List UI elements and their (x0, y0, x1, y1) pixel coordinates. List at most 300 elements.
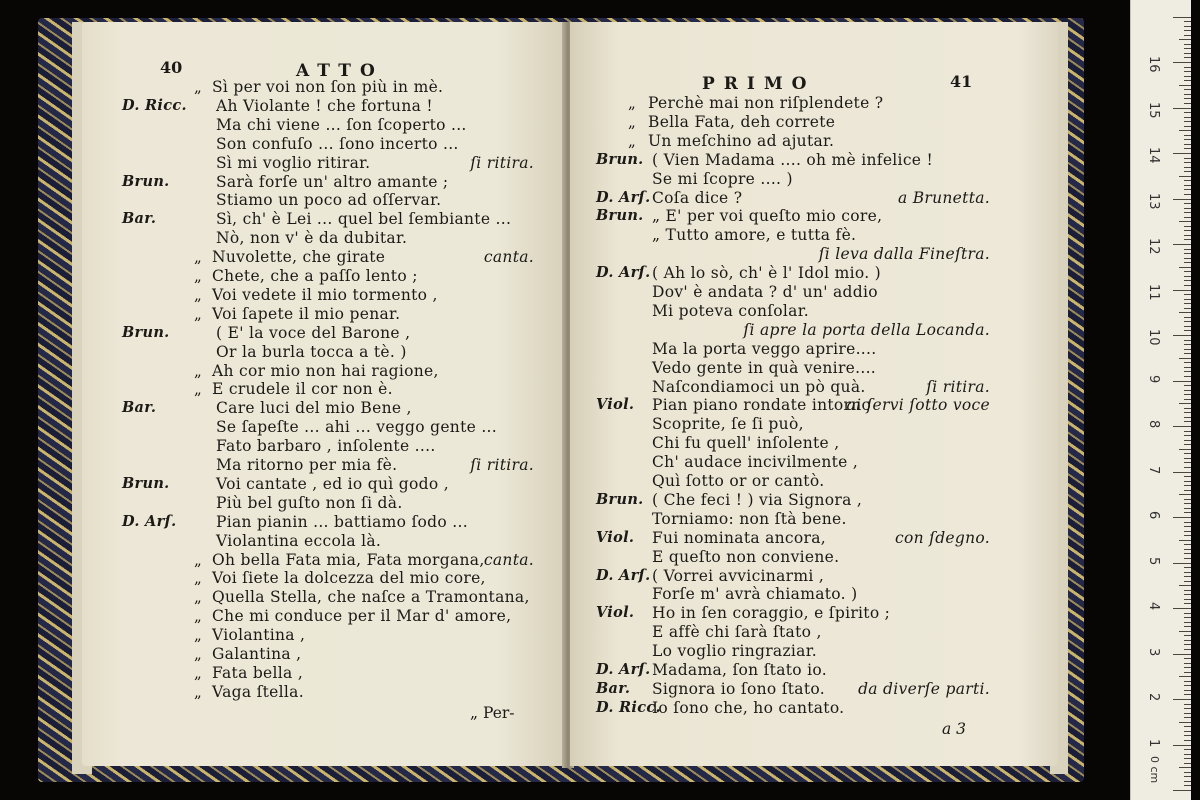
ruler-unit-label: 0 cm (1148, 756, 1161, 784)
ruler-number: 11 (1146, 283, 1161, 301)
ruler-tick (1179, 221, 1191, 222)
ruler-tick (1184, 35, 1191, 36)
speaker-label: D. Arſ. (596, 264, 651, 282)
text-line (570, 113, 1040, 131)
speaker-label: Brun. (596, 490, 644, 508)
ruler-tick (1184, 67, 1191, 68)
ruler-tick (1184, 276, 1191, 277)
verse-text: Stiamo un poco ad oſſervar. (216, 191, 442, 210)
ruler-tick (1184, 512, 1191, 513)
ruler-number: 10 (1146, 329, 1161, 346)
text-line (570, 491, 1040, 509)
ruler-tick (1184, 685, 1191, 686)
verse-text: Fato barbaro , inſolente .... (216, 437, 436, 456)
text-line (570, 340, 1040, 358)
text-line (82, 437, 552, 455)
ruler-tick (1184, 326, 1191, 327)
page-number: 41 (950, 72, 973, 91)
ruler-tick (1184, 535, 1191, 536)
ruler-tick (1179, 312, 1191, 313)
verse-text: E affè chi ſarà ſtato , (652, 623, 822, 642)
ruler-tick (1173, 335, 1191, 336)
stage-direction: da diverſe parti. (858, 679, 990, 698)
ruler-tick (1184, 230, 1191, 231)
verse-text: Sarà forſe un' altro amante ; (216, 172, 449, 191)
ruler-tick (1184, 103, 1191, 104)
ruler-tick (1173, 654, 1191, 655)
text-line (82, 513, 552, 531)
ruler-tick (1184, 572, 1191, 573)
text-line (82, 154, 552, 172)
text-line (82, 362, 552, 380)
ruler-tick (1184, 549, 1191, 550)
stage-direction: ſi ritira. (926, 377, 990, 396)
ruler-tick (1184, 353, 1191, 354)
text-line (82, 664, 552, 682)
verse-text: Voi vedete il mio tormento , (212, 285, 438, 304)
text-line (82, 399, 552, 417)
text-line (570, 151, 1040, 169)
ruler-tick (1184, 212, 1191, 213)
text-line (82, 343, 552, 361)
ruler-tick (1184, 431, 1191, 432)
verse-text: Scoprite, ſe ſi può, (652, 415, 804, 434)
quote-mark: „ (194, 588, 203, 607)
verse-text: Voi ſiete la dolcezza del mio core, (212, 569, 486, 588)
right-page (570, 22, 1058, 766)
ruler-tick (1184, 490, 1191, 491)
ruler-tick (1184, 531, 1191, 532)
ruler-number: 6 (1146, 511, 1161, 520)
ruler-tick (1173, 517, 1191, 518)
verse-text: Violantina eccola là. (216, 531, 382, 550)
ruler-tick (1184, 317, 1191, 318)
ruler-tick (1184, 362, 1191, 363)
ruler-tick (1184, 203, 1191, 204)
ruler-tick (1184, 376, 1191, 377)
ruler-tick (1184, 94, 1191, 95)
verse-text: Vaga ſtella. (212, 682, 304, 701)
verse-text: Nuvolette, che girate (212, 248, 386, 267)
verse-text: Chi fu quell' inſolente , (652, 434, 840, 453)
quote-mark: „ (628, 112, 637, 131)
ruler-tick (1184, 121, 1191, 122)
ruler-tick (1184, 708, 1191, 709)
speaker-label: Brun. (596, 207, 644, 225)
ruler-tick (1184, 112, 1191, 113)
verse-text: Coſa dice ? (652, 188, 743, 207)
text-line (82, 532, 552, 550)
ruler-tick (1184, 508, 1191, 509)
text-line (82, 248, 552, 266)
verse-text: Pian piano rondate intorno (652, 396, 872, 415)
ruler-tick (1179, 631, 1191, 632)
ruler-tick (1184, 785, 1191, 786)
ruler-tick (1184, 117, 1191, 118)
text-line (570, 661, 1040, 679)
ruler-tick (1184, 235, 1191, 236)
verse-text: Torniamo: non ſtà bene. (652, 509, 847, 528)
text-line (570, 604, 1040, 622)
verse-text: ( Vorrei avvicinarmi , (652, 566, 825, 585)
ruler-tick (1184, 167, 1191, 168)
ruler-tick (1184, 713, 1191, 714)
text-line (570, 472, 1040, 490)
ruler-tick (1184, 280, 1191, 281)
verse-text: Lo voglio ringraziar. (652, 642, 817, 661)
ruler-tick (1184, 185, 1191, 186)
verse-text: Galantina , (212, 645, 302, 663)
quote-mark: „ (628, 94, 637, 112)
page-number: 40 (160, 58, 183, 77)
verse-text: Nò, non v' è da dubitar. (216, 229, 408, 248)
text-line (570, 245, 1040, 263)
text-line (570, 321, 1040, 339)
verse-text: „ Tutto amore, e tutta fè. (652, 226, 857, 245)
text-line (82, 551, 552, 569)
ruler-tick (1173, 290, 1191, 291)
stage-direction: canta. (483, 248, 534, 267)
quote-mark: „ (194, 248, 203, 267)
text-line (570, 302, 1040, 320)
ruler-tick (1184, 626, 1191, 627)
text-line (82, 97, 552, 115)
quote-mark: „ (194, 304, 203, 323)
stage-direction: canta. (483, 550, 534, 569)
text-line (82, 418, 552, 436)
text-line (570, 415, 1040, 433)
ruler-tick (1184, 544, 1191, 545)
ruler-tick (1173, 62, 1191, 63)
ruler-tick (1184, 408, 1191, 409)
speaker-label: D. Ricc. (596, 698, 661, 716)
ruler-tick (1184, 158, 1191, 159)
ruler-tick (1173, 108, 1191, 109)
ruler-tick (1184, 667, 1191, 668)
verse-text: Madama, ſon ſtato io. (652, 661, 827, 679)
stage-direction: con ſdegno. (895, 528, 990, 547)
ruler-tick (1184, 394, 1191, 395)
quote-mark: „ (194, 380, 203, 399)
ruler-tick (1173, 472, 1191, 473)
ruler-tick (1184, 48, 1191, 49)
ruler-tick (1184, 371, 1191, 372)
quote-mark: „ (194, 682, 203, 701)
ruler-tick (1184, 644, 1191, 645)
catchword: „ Per- (470, 704, 515, 722)
verse-text: Voi cantate , ed io quì godo , (216, 474, 449, 493)
verse-text: Ch' audace incivilmente , (652, 453, 859, 472)
quote-mark: „ (628, 131, 637, 150)
stage-direction: ſi apre la porta della Locanda. (743, 320, 990, 339)
verse-text: Ho in ſen coraggio, e ſpirito ; (652, 604, 891, 623)
ruler-tick (1184, 89, 1191, 90)
text-line (82, 135, 552, 153)
ruler-tick (1173, 426, 1191, 427)
ruler-tick (1184, 681, 1191, 682)
speaker-label: Bar. (596, 679, 631, 697)
text-line (570, 264, 1040, 282)
ruler-tick (1184, 390, 1191, 391)
ruler-number: 9 (1146, 374, 1161, 383)
verse-text: Sì mi voglio ritirar. (216, 153, 371, 172)
verse-text: Più bel guſto non ſi dà. (216, 493, 403, 512)
ruler-tick (1173, 381, 1191, 382)
ruler-tick (1184, 694, 1191, 695)
text-line (570, 434, 1040, 452)
ruler-tick (1184, 321, 1191, 322)
ruler-number: 12 (1146, 238, 1161, 255)
ruler-tick (1184, 476, 1191, 477)
verse-text: Sì, ch' è Lei ... quel bel ſembiante ... (216, 210, 512, 229)
quote-mark: „ (194, 285, 203, 304)
ruler-tick (1184, 658, 1191, 659)
ruler-tick (1184, 367, 1191, 368)
ruler-tick (1184, 663, 1191, 664)
quote-mark: „ (194, 663, 203, 682)
ruler-tick (1179, 540, 1191, 541)
verse-text: Violantina , (212, 626, 306, 645)
text-line (82, 210, 552, 228)
text-line (570, 453, 1040, 471)
ruler-tick (1184, 44, 1191, 45)
ruler-number: 14 (1146, 147, 1161, 164)
ruler-tick (1184, 590, 1191, 591)
ruler-tick (1184, 485, 1191, 486)
verse-text: Fui nominata ancora, (652, 528, 827, 547)
ruler-tick (1184, 262, 1191, 263)
speaker-label: D. Arſ. (122, 512, 177, 530)
verse-text: Bella Fata, deh correte (648, 112, 836, 131)
ruler-tick (1179, 267, 1191, 268)
ruler-tick (1184, 781, 1191, 782)
text-line (82, 380, 552, 398)
ruler-tick (1184, 21, 1191, 22)
stage-direction: ſi leva dalla Fineſtra. (818, 245, 990, 264)
text-line (570, 283, 1040, 301)
verse-text: Quella Stella, che naſce a Tramontana, (212, 588, 530, 607)
verse-text: E crudele il cor non è. (212, 380, 393, 399)
ruler-tick (1184, 421, 1191, 422)
ruler-number: 2 (1146, 693, 1161, 702)
text-line (82, 607, 552, 625)
ruler-tick (1184, 71, 1191, 72)
ruler-tick (1184, 603, 1191, 604)
ruler-tick (1184, 581, 1191, 582)
text-line (570, 680, 1040, 698)
text-line (570, 132, 1040, 150)
ruler-number: 3 (1146, 647, 1161, 656)
ruler-tick (1184, 772, 1191, 773)
speaker-label: Bar. (122, 210, 157, 228)
ruler-tick (1184, 622, 1191, 623)
ruler-tick (1184, 285, 1191, 286)
text-line (82, 569, 552, 587)
text-line (82, 626, 552, 644)
ruler-tick (1173, 153, 1191, 154)
ruler-tick (1173, 199, 1191, 200)
ruler-tick (1184, 776, 1191, 777)
quote-mark: „ (194, 607, 203, 626)
ruler-tick (1184, 76, 1191, 77)
quote-mark: „ (194, 550, 203, 569)
ruler-tick (1184, 522, 1191, 523)
page-header: ATTO (296, 61, 384, 81)
text-line (570, 189, 1040, 207)
quote-mark: „ (194, 569, 203, 588)
verse-text: Ma ritorno per mia fè. (216, 456, 398, 474)
text-line (82, 78, 552, 96)
ruler-tick (1184, 453, 1191, 454)
signature-mark: a 3 (942, 720, 967, 738)
ruler-tick (1184, 553, 1191, 554)
speaker-label: D. Arſ. (596, 188, 651, 206)
verse-text: Or la burla tocca a tè. ) (216, 342, 407, 361)
ruler-number: 4 (1146, 602, 1161, 611)
ruler-tick (1184, 440, 1191, 441)
text-line (570, 207, 1040, 225)
verse-text: Ah Violante ! che fortuna ! (216, 96, 433, 115)
quote-mark: „ (194, 361, 203, 380)
ruler-tick (1184, 271, 1191, 272)
ruler-tick (1184, 53, 1191, 54)
ruler-tick (1184, 344, 1191, 345)
ruler-tick (1184, 148, 1191, 149)
ruler-tick (1184, 613, 1191, 614)
ruler-tick (1184, 303, 1191, 304)
ruler-tick (1184, 749, 1191, 750)
ruler-tick (1184, 189, 1191, 190)
text-line (570, 396, 1040, 414)
verse-text: Io ſono che, ho cantato. (652, 698, 845, 717)
ruler-tick (1173, 608, 1191, 609)
text-line (570, 94, 1040, 112)
quote-mark: „ (194, 78, 203, 96)
ruler-tick (1179, 722, 1191, 723)
stage-direction: ai ſervi ſotto voce (846, 396, 990, 415)
ruler-tick (1184, 617, 1191, 618)
speaker-label: Viol. (596, 528, 635, 546)
ruler-tick (1173, 790, 1191, 791)
ruler-number: 16 (1146, 56, 1161, 73)
verse-text: Perchè mai non riſplendete ? (648, 94, 884, 112)
text-line (570, 623, 1040, 641)
ruler-tick (1184, 726, 1191, 727)
text-line (82, 683, 552, 701)
quote-mark: „ (194, 645, 203, 663)
speaker-label: D. Arſ. (596, 661, 651, 678)
ruler-tick (1184, 704, 1191, 705)
text-line (82, 324, 552, 342)
stage-direction: ſi ritira. (470, 456, 534, 474)
ruler-tick (1184, 740, 1191, 741)
ruler-tick (1179, 403, 1191, 404)
speaker-label: Viol. (596, 604, 635, 622)
text-line (82, 645, 552, 663)
text-line (570, 378, 1040, 396)
ruler-tick (1184, 349, 1191, 350)
verse-text: Care luci del mio Bene , (216, 399, 412, 418)
page-header: PRIMO (702, 74, 816, 94)
text-line (570, 226, 1040, 244)
verse-text: ( E' la voce del Barone , (216, 323, 411, 342)
ruler-tick (1173, 17, 1191, 18)
ruler-tick (1184, 57, 1191, 58)
ruler-tick (1184, 30, 1191, 31)
text-line (570, 170, 1040, 188)
speaker-label: Brun. (596, 150, 644, 168)
verse-text: Dov' è andata ? d' un' addio (652, 283, 878, 301)
verse-text: Fata bella , (212, 663, 304, 682)
text-line (570, 567, 1040, 585)
ruler-tick (1184, 144, 1191, 145)
ruler-number: 1 (1146, 738, 1161, 747)
ruler-tick (1184, 731, 1191, 732)
text-line (82, 494, 552, 512)
ruler-number: 15 (1146, 101, 1161, 119)
ruler-tick (1184, 180, 1191, 181)
ruler-tick (1184, 635, 1191, 636)
ruler-tick (1184, 217, 1191, 218)
text-line (570, 548, 1040, 566)
ruler-tick (1179, 494, 1191, 495)
ruler-tick (1184, 135, 1191, 136)
verse-text: ( Ah lo sò, ch' è l' Idol mio. ) (652, 264, 882, 283)
ruler-tick (1184, 558, 1191, 559)
stage-direction: ſi ritira. (470, 153, 534, 172)
ruler-tick (1184, 640, 1191, 641)
text-line (82, 173, 552, 191)
verse-text: Mi poteva conſolar. (652, 301, 809, 320)
ruler-tick (1184, 80, 1191, 81)
ruler-tick (1184, 249, 1191, 250)
verse-text: „ E' per voi queſto mio core, (652, 207, 883, 226)
verse-text: Se mi ſcopre .... ) (652, 169, 793, 188)
verse-text: Pian pianin ... battiamo ſodo ... (216, 512, 468, 531)
ruler-tick (1184, 340, 1191, 341)
text-line (570, 585, 1040, 603)
ruler-tick (1184, 294, 1191, 295)
verse-text: Ah cor mio non hai ragione, (212, 361, 439, 380)
ruler-tick (1184, 126, 1191, 127)
ruler-tick (1179, 676, 1191, 677)
ruler-tick (1184, 208, 1191, 209)
verse-text: Quì ſotto or or cantò. (652, 472, 825, 490)
quote-mark: „ (194, 267, 203, 285)
ruler-tick (1184, 330, 1191, 331)
quote-mark: „ (194, 626, 203, 645)
text-line (82, 305, 552, 323)
verse-text: Che mi conduce per il Mar d' amore, (212, 607, 512, 626)
ruler-tick (1184, 417, 1191, 418)
ruler-tick (1179, 449, 1191, 450)
ruler-tick (1184, 594, 1191, 595)
verse-text: Sì per voi non ſon più in mè. (212, 78, 444, 96)
ruler-tick (1184, 458, 1191, 459)
text-line (570, 529, 1040, 547)
ruler-tick (1184, 567, 1191, 568)
ruler-tick (1184, 499, 1191, 500)
ruler-tick (1184, 399, 1191, 400)
speaker-label: D. Arſ. (596, 566, 651, 584)
speaker-label: D. Ricc. (122, 96, 187, 114)
ruler-tick (1184, 194, 1191, 195)
text-line (82, 588, 552, 606)
ruler-tick (1184, 717, 1191, 718)
verse-text: Son confuſo ... ſono incerto ... (216, 134, 459, 153)
ruler-tick (1173, 244, 1191, 245)
ruler-tick (1184, 253, 1191, 254)
